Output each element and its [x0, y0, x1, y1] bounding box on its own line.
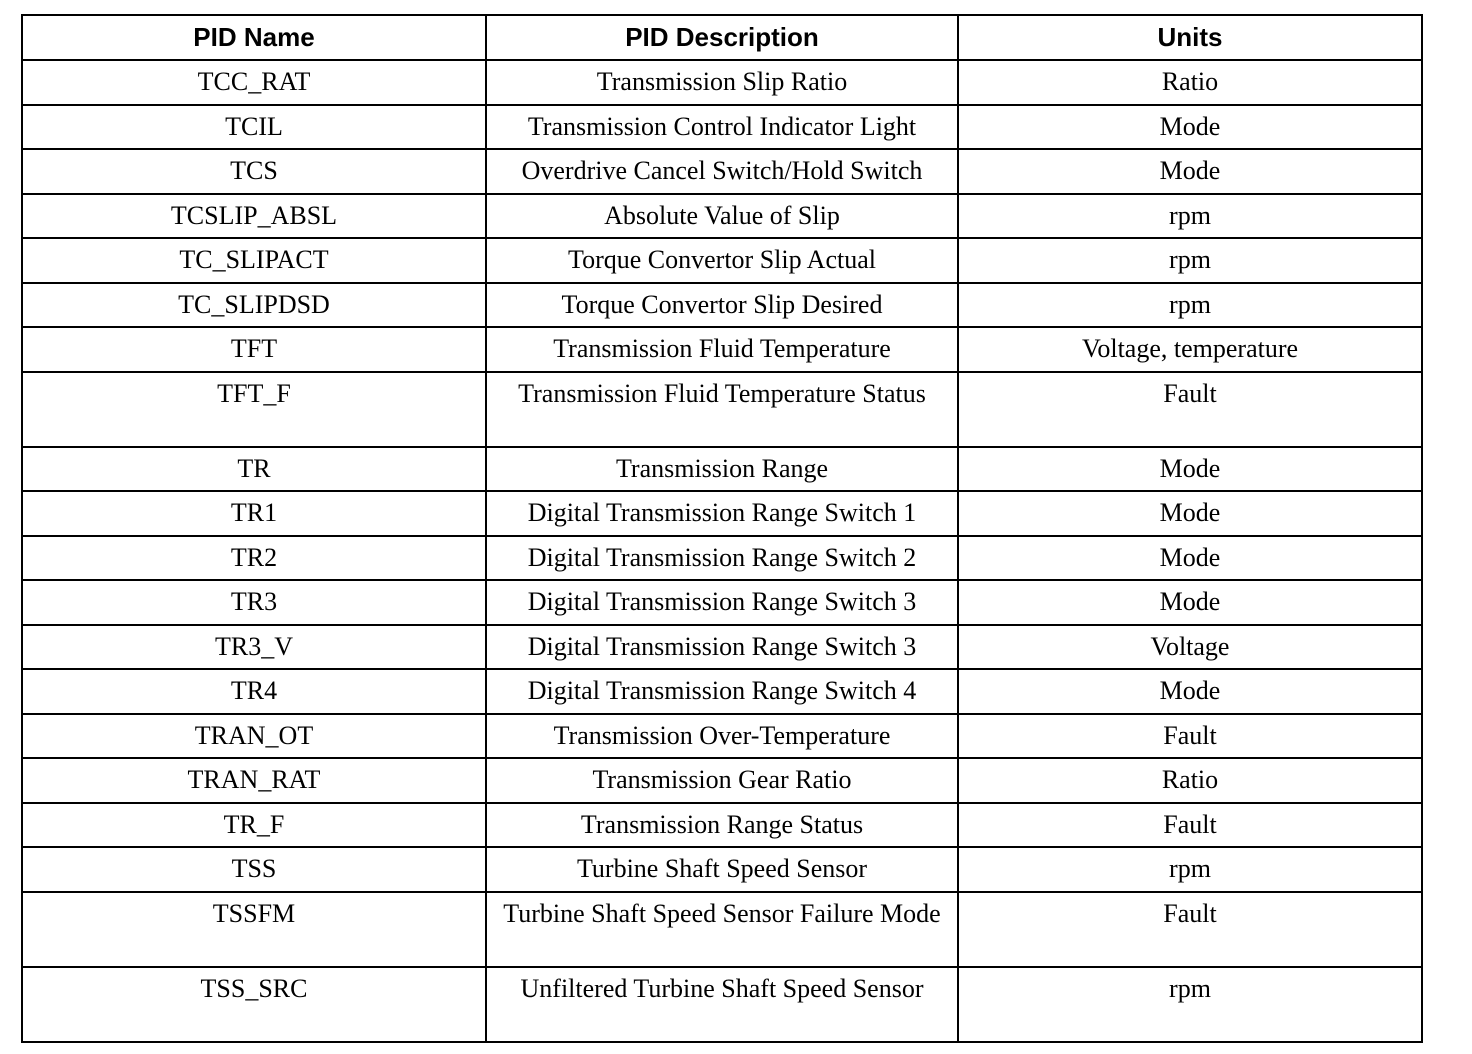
cell-pid-name: TFT_F — [22, 372, 486, 447]
table-row — [22, 327, 1422, 372]
table-body — [22, 60, 1422, 1042]
cell-units: rpm — [958, 967, 1422, 1042]
table-row — [22, 194, 1422, 239]
cell-units: Voltage, temperature — [958, 327, 1422, 372]
cell-units: Mode — [958, 669, 1422, 714]
cell-pid-name: TC_SLIPDSD — [22, 283, 486, 328]
cell-units: Fault — [958, 892, 1422, 967]
cell-pid-description: Unfiltered Turbine Shaft Speed Sensor — [486, 967, 958, 1042]
cell-units: Mode — [958, 491, 1422, 536]
cell-pid-description: Digital Transmission Range Switch 1 — [486, 491, 958, 536]
cell-pid-description: Digital Transmission Range Switch 4 — [486, 669, 958, 714]
cell-pid-name: TRAN_OT — [22, 714, 486, 759]
cell-pid-name: TCS — [22, 149, 486, 194]
cell-pid-name: TR3_V — [22, 625, 486, 670]
table-row — [22, 60, 1422, 105]
table-row — [22, 625, 1422, 670]
cell-pid-name: TR1 — [22, 491, 486, 536]
cell-units: Mode — [958, 580, 1422, 625]
cell-pid-description: Torque Convertor Slip Actual — [486, 238, 958, 283]
cell-units: Voltage — [958, 625, 1422, 670]
cell-pid-name: TC_SLIPACT — [22, 238, 486, 283]
cell-pid-name: TR_F — [22, 803, 486, 848]
cell-pid-name: TCC_RAT — [22, 60, 486, 105]
cell-pid-description: Overdrive Cancel Switch/Hold Switch — [486, 149, 958, 194]
cell-pid-description: Transmission Range Status — [486, 803, 958, 848]
cell-pid-description: Transmission Over-Temperature — [486, 714, 958, 759]
cell-units: Ratio — [958, 758, 1422, 803]
cell-pid-description: Digital Transmission Range Switch 3 — [486, 580, 958, 625]
cell-pid-description: Transmission Fluid Temperature — [486, 327, 958, 372]
cell-pid-description: Transmission Control Indicator Light — [486, 105, 958, 150]
cell-pid-name: TCIL — [22, 105, 486, 150]
table-row — [22, 283, 1422, 328]
cell-units: rpm — [958, 238, 1422, 283]
cell-pid-name: TCSLIP_ABSL — [22, 194, 486, 239]
cell-units: Ratio — [958, 60, 1422, 105]
cell-units: rpm — [958, 847, 1422, 892]
table-row — [22, 967, 1422, 1042]
table-row — [22, 669, 1422, 714]
cell-pid-description: Transmission Gear Ratio — [486, 758, 958, 803]
cell-pid-description: Turbine Shaft Speed Sensor — [486, 847, 958, 892]
table-row — [22, 847, 1422, 892]
table-row — [22, 372, 1422, 447]
cell-pid-description: Transmission Slip Ratio — [486, 60, 958, 105]
cell-units: Fault — [958, 714, 1422, 759]
table-row — [22, 892, 1422, 967]
cell-pid-name: TSSFM — [22, 892, 486, 967]
cell-pid-name: TR3 — [22, 580, 486, 625]
header-pid-name: PID Name — [22, 15, 486, 60]
cell-units: Fault — [958, 372, 1422, 447]
cell-units: Mode — [958, 536, 1422, 581]
pid-table — [21, 14, 1423, 1043]
cell-pid-name: TR — [22, 447, 486, 492]
cell-units: rpm — [958, 194, 1422, 239]
cell-pid-description: Digital Transmission Range Switch 2 — [486, 536, 958, 581]
table-row — [22, 714, 1422, 759]
table-row — [22, 803, 1422, 848]
table-row — [22, 105, 1422, 150]
cell-pid-name: TR4 — [22, 669, 486, 714]
table-row — [22, 758, 1422, 803]
table-row — [22, 238, 1422, 283]
cell-units: Mode — [958, 105, 1422, 150]
cell-pid-name: TR2 — [22, 536, 486, 581]
cell-pid-name: TSS_SRC — [22, 967, 486, 1042]
cell-pid-name: TFT — [22, 327, 486, 372]
cell-units: Fault — [958, 803, 1422, 848]
cell-pid-name: TSS — [22, 847, 486, 892]
cell-pid-description: Transmission Range — [486, 447, 958, 492]
cell-pid-description: Absolute Value of Slip — [486, 194, 958, 239]
cell-pid-description: Digital Transmission Range Switch 3 — [486, 625, 958, 670]
table-row — [22, 491, 1422, 536]
table-header-row — [22, 15, 1422, 60]
cell-units: Mode — [958, 149, 1422, 194]
header-units: Units — [958, 15, 1422, 60]
cell-units: Mode — [958, 447, 1422, 492]
cell-units: rpm — [958, 283, 1422, 328]
header-pid-description: PID Description — [486, 15, 958, 60]
cell-pid-name: TRAN_RAT — [22, 758, 486, 803]
cell-pid-description: Torque Convertor Slip Desired — [486, 283, 958, 328]
table-row — [22, 447, 1422, 492]
cell-pid-description: Turbine Shaft Speed Sensor Failure Mode — [486, 892, 958, 967]
cell-pid-description: Transmission Fluid Temperature Status — [486, 372, 958, 447]
table-row — [22, 580, 1422, 625]
table-row — [22, 149, 1422, 194]
table-row — [22, 536, 1422, 581]
